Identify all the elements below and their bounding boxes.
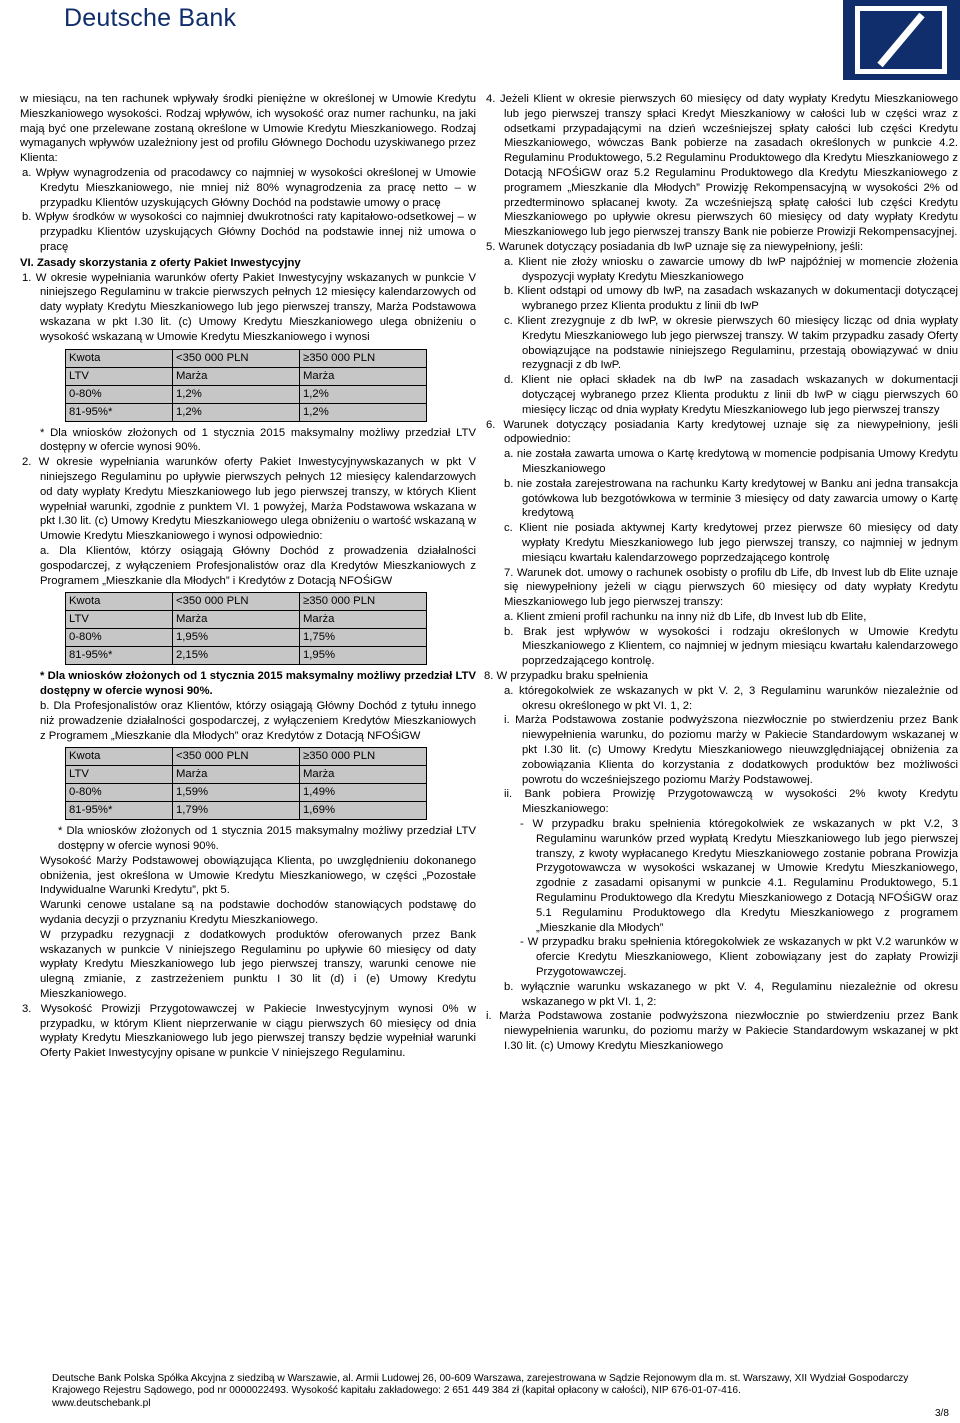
paragraph-vi-1: 1. W okresie wypełniania warunków oferty Pakiet Inwestycyjny wskazanych w punkcie V niniejszego Regulaminu w trakcie pierwszych pełnych 12 miesięcy kalendarzowych od daty wypłaty Kredytu Mieszkaniowego lub jego pierwszej transzy, Marża Podstawowa wskazana w pkt I.30 lit. (c) Umowy Kredytu Mieszkaniowego ulega obniżeniu o wysokość wskazaną w Umowie Kredytu Mieszkaniowego i wynosi: [22, 271, 476, 343]
page-number: 3/8: [935, 1408, 949, 1419]
paragraph-8b-i: i. Marża Podstawowa zostanie podwyższona niezwłocznie po stwierdzeniu przez Bank niewypełnienia warunku, do poziomu marży w Pakiecie Standardowym wskazanej w pkt I.30 lit. (c) Umowy Kredytu Mieszkaniowego: [486, 1010, 958, 1052]
footer-registry-info: Krajowego Rejestru Sądowego, pod nr 0000022493. Wysokość kapitału zakładowego: 2 651 449 384 zł (kapitał opłacony w całości), NIP 676-01-07-416.: [52, 1385, 741, 1397]
paragraph-6a: a. nie została zawarta umowa o Kartę kredytową w momencie podpisania Umowy Kredytu Mieszkaniowego: [504, 448, 958, 475]
paragraph-8a-ii: ii. Bank pobiera Prowizję Przygotowawczą w wysokości 2% kwoty Kredytu Mieszkaniowego:: [504, 788, 958, 816]
rate-table-2: [65, 592, 427, 665]
table-row: [66, 766, 427, 784]
logo-frame: [855, 6, 947, 74]
paragraph-margin-info: Wysokość Marży Podstawowej obowiązująca Klienta, po uwzględnieniu dokonanego obniżenia, jest określona w Umowie Kredytu Mieszkaniowego, w części „Pozostałe Indywidualne Warunki Kredytu”, pkt 5.: [40, 854, 476, 897]
table-cell: <350 000 PLN: [173, 349, 300, 367]
table-row: [66, 647, 427, 665]
table-row: [66, 748, 427, 766]
footer-website-link[interactable]: www.deutschebank.pl: [52, 1397, 151, 1409]
table-row: [66, 629, 427, 647]
rate-table-1: [65, 349, 427, 422]
table-row: [66, 593, 427, 611]
table-note-3: * Dla wniosków złożonych od 1 stycznia 2015 maksymalny możliwy przedział LTV dostępny w ofercie wynosi 90%.: [58, 825, 476, 853]
paragraph-price-conditions: Warunki cenowe ustalane są na podstawie dochodów stanowiących podstawę do wydania decyzji o przyznaniu Kredytu Mieszkaniowego.: [40, 899, 476, 927]
paragraph-7: 7. Warunek dot. umowy o rachunek osobisty o profilu db Life, db Invest lub db Elite uznaje się niewypełniony jeżeli w ciągu pierwszych 60 miesięcy od daty wypłaty Kredytu Mieszkaniowego lub jego pierwszej transzy:: [504, 566, 958, 609]
paragraph-8a: a. któregokolwiek ze wskazanych w pkt V. 2, 3 Regulaminu warunków niezależnie od okresu określonego w pkt VI. 1, 2:: [504, 684, 958, 712]
paragraph-6b: b. nie została zarejestrowana na rachunku Karty kredytowej w Banku ani jedna transakcja gotówkowa lub bezgotówkowa w terminie 3 miesięcy od daty zawarcia umowy o Kartę kredytową: [504, 477, 958, 520]
paragraph-5b: b. Klient odstąpi od umowy db IwP, na zasadach wskazanych w dokumentacji dotyczącej wybranego przez Klienta produktu z linii db IwP: [504, 285, 958, 313]
table-cell: <350 000 PLN: [173, 593, 300, 611]
paragraph-5a: a. Klient nie złoży wniosku o zawarcie umowy db IwP najpóźniej w momencie złożenia dyspozycji wypłaty Kredytu Mieszkaniowego: [504, 255, 958, 283]
paragraph-vi-2: 2. W okresie wypełniania warunków oferty Pakiet Inwestycyjnywskazanych w pkt V niniejszego Regulaminu po upływie pierwszych pełnych 12 miesięcy kalendarzowych od daty wypłaty Kredytu Mieszkaniowego lub jego pierwszej transzy, w których Klient wypełniał warunki, zgodnie z punktem VI. 1 powyżej, Marża Podstawowa wskazana w pkt I.30 lit. (c) Umowy Kredytu Mieszkaniowego ulega obniżeniu o wartość wskazaną w Umowie Kredytu Mieszkaniowego i wynosi odpowiednio:: [22, 456, 476, 543]
table-cell: ≥350 000 PLN: [300, 593, 427, 611]
paragraph-4: 4. Jeżeli Klient w okresie pierwszych 60 miesięcy od daty wypłaty Kredytu Mieszkaniowego lub jego pierwszej transzy spłaci Kredyt Mieszkaniowy w całości lub w części wraz z odsetkami przypadającymi na dzień wcześniejszej spłaty całości lub części Kredytu Mieszkaniowego, wówczas Bank pobierze na zasadach określonych w punkcie 4.2. Regulaminu Produktowego, 5.2 Regulaminu Produktowego dla Kredytu Mieszkaniowego z Dotacją NFOŚiGW oraz 5.2 Regulaminu Produktowego dla Kredytu Mieszkaniowego z programem „Mieszkanie dla Młodych” Prowizję Rekompensacyjną w wysokości 2% od przedterminowo spłacanej kwoty. Za wcześniejszą spłatę całości lub części Kredytu Mieszkaniowego po upływie okresu pierwszych 60 miesięcy od daty wypłaty Kredytu Mieszkaniowego lub jego pierwszej transzy Bank nie pobierze Prowizji Rekompensacyjnej.: [486, 93, 958, 239]
table-cell: Kwota: [66, 593, 173, 611]
logo-slash-icon: [860, 11, 942, 69]
page-header: [0, 0, 960, 82]
paragraph-b: b. Wpływ środków w wysokości co najmniej dwukrotności raty kapitałowo-odsetkowej – w przypadku Klientów uzyskujących Główny Dochód na podstawie innej niż umowa o pracę: [22, 211, 476, 253]
paragraph-8a-ii-dash-1: - W przypadku braku spełnienia któregokolwiek ze wskazanych w pkt V.2, 3 Regulaminu warunków przed wypłatą Kredytu Mieszkaniowego lub jego pierwszej transzy, z kwoty wypłacanego Kredytu Mieszkaniowego zostanie pobrana Prowizja Przygotowawcza w wysokości wskazanej w Umowie Kredytu Mieszkaniowego, zgodnie z zasadami opisanymi w punkcie 4.1. Regulaminu Produktowego, 5.1 Regulaminu Produktowego dla Kredytu Mieszkaniowego z Dotacją NFOŚiGW oraz 5.1 Regulaminu Produktowego dla Kredytu Mieszkaniowego z programem „Mieszkanie dla Młodych”: [520, 818, 958, 934]
table-row: [66, 802, 427, 820]
table-cell: LTV: [66, 367, 173, 385]
table-cell: 81-95%*: [66, 647, 173, 665]
table-cell: 1,2%: [173, 403, 300, 421]
table-cell: 1,2%: [300, 385, 427, 403]
left-column: [20, 92, 476, 1061]
footer-company-info: Deutsche Bank Polska Spółka Akcyjna z siedzibą w Warszawie, al. Armii Ludowej 26, 00-609 Warszawa, zarejestrowana w Sądzie Rejonowym dla m. st. Warszawy, XII Wydział Gospodarczy: [52, 1373, 909, 1384]
table-row: [66, 784, 427, 802]
table-cell: Marża: [300, 611, 427, 629]
table-cell: 0-80%: [66, 385, 173, 403]
table-cell: <350 000 PLN: [173, 748, 300, 766]
paragraph-5d: d. Klient nie opłaci składek na db IwP na zasadach wskazanych w dokumentacji dotyczącej wybranego przez Klienta produktu z linii db IwP w ciągu pierwszych 60 miesięcy licząc od dnia wypłaty Kredytu Mieszkaniowego lub jego pierwszej transzy: [504, 374, 958, 416]
table-cell: 1,2%: [300, 403, 427, 421]
table-cell: 0-80%: [66, 629, 173, 647]
paragraph-vi-2b: b. Dla Profesjonalistów oraz Klientów, którzy osiągają Główny Dochód z tytułu innego niż prowadzenie działalności gospodarczej, z wyłączeniem Kredytów Mieszkaniowych z Programem „Mieszkanie dla Młodych” oraz Kredytów z Dotacją NFOŚiGW: [40, 699, 476, 742]
section-vi-heading: VI. Zasady skorzystania z oferty Pakiet Inwestycyjny: [20, 256, 301, 269]
right-column: [484, 92, 958, 1054]
paragraph-5c: c. Klient zrezygnuje z db IwP, w okresie pierwszych 60 miesięcy licząc od dnia wypłaty Kredytu Mieszkaniowego lub jego pierwszej transzy. W takim przypadku zasady Oferty obowiązujące na podstawie niniejszego Regulaminu, przestają obowiązywać w dniu rezygnacji z db IwP.: [504, 314, 958, 372]
table-cell: 1,59%: [173, 784, 300, 802]
paragraph-8b: b. wyłącznie warunku wskazanego w pkt V. 4, Regulaminu niezależnie od okresu wskazanego w pkt VI. 1, 2:: [504, 980, 958, 1008]
table-cell: Marża: [173, 367, 300, 385]
table-cell: 1,95%: [300, 647, 427, 665]
table-cell: LTV: [66, 766, 173, 784]
paragraph-resignation: W przypadku rezygnacji z dodatkowych produktów oferowanych przez Bank wskazanych w punkcie V niniejszego Regulaminu po upływie 60 miesięcy od daty wypłaty Kredytu Mieszkaniowego lub jego pierwszej transzy, warunki cenowe nie ulegną zmianie, z zastrzeżeniem punktu I 30 lit (d) i (e) Umowy Kredytu Mieszkaniowego.: [40, 928, 476, 1001]
paragraph-5: 5. Warunek dotyczący posiadania db IwP uznaje się za niewypełniony, jeśli:: [486, 240, 864, 253]
paragraph-income-intro: w miesiącu, na ten rachunek wpływały środki pieniężne w określonej w Umowie Kredytu Mieszkaniowego wysokości. Rodzaj wpływów, ich wysokość oraz numer rachunku, na jaki mają być one przelewane zostaną określone w Umowie Kredytu Mieszkaniowego. Rodzaj wymaganych wpływów uzależniony jest od profilu Głównego Dochodu uzyskiwanego przez Klienta:: [20, 93, 476, 165]
table-cell: 0-80%: [66, 784, 173, 802]
table-cell: Kwota: [66, 748, 173, 766]
table-cell: 2,15%: [173, 647, 300, 665]
table-note-1: * Dla wniosków złożonych od 1 stycznia 2015 maksymalny możliwy przedział LTV dostępny w ofercie wynosi 90%.: [40, 426, 476, 454]
paragraph-6: 6. Warunek dotyczący posiadania Karty kredytowej uznaje się za niewypełniony, jeśli odpowiednio:: [486, 418, 958, 446]
table-cell: ≥350 000 PLN: [300, 349, 427, 367]
brand-name: Deutsche Bank: [64, 4, 237, 32]
table-row: [66, 349, 427, 367]
paragraph-a: a. Wpływ wynagrodzenia od pracodawcy co najmniej w wysokości określonej w Umowie Kredytu Mieszkaniowego, nie mniej niż 80% wynagrodzenia za pracę netto – w przypadku Klientów uzyskujących Główny Dochód na podstawie umowy o pracę: [22, 166, 476, 209]
table-note-2: * Dla wniosków złożonych od 1 stycznia 2015 maksymalny możliwy przedział LTV dostępny w ofercie wynosi 90%.: [40, 670, 476, 698]
table-cell: 1,79%: [173, 802, 300, 820]
table-cell: ≥350 000 PLN: [300, 748, 427, 766]
table-row: [66, 403, 427, 421]
paragraph-8a-ii-dash-2: - W przypadku braku spełnienia któregokolwiek ze wskazanych w pkt V.2 warunków w ofercie Kredytu Mieszkaniowego, Klient zobowiązany jest do zapłaty Prowizji Przygotowawczej.: [520, 936, 958, 979]
table-cell: Marża: [300, 367, 427, 385]
paragraph-6c: c. Klient nie posiada aktywnej Karty kredytowej przez pierwsze 60 miesięcy od daty wypłaty Kredytu Mieszkaniowego lub jego pierwszej transzy, co najmniej w jednym miesiącu kwartału kalendarzowego poprzedzającego kontrolę: [504, 522, 958, 564]
table-cell: Kwota: [66, 349, 173, 367]
table-row: [66, 611, 427, 629]
paragraph-vi-3: 3. Wysokość Prowizji Przygotowawczej w Pakiecie Inwestycyjnym wynosi 0% w przypadku, w którym Klient nieprzerwanie w ciągu pierwszych 60 miesięcy od dnia wypłaty Kredytu Mieszkaniowego lub jego pierwszej transzy będzie wypełniał warunki Oferty Pakiet Inwestycyjny opisane w punkcie V niniejszego Regulaminu.: [22, 1002, 476, 1060]
deutsche-bank-logo-icon: [843, 0, 960, 80]
paragraph-7b: b. Brak jest wpływów w wysokości i rodzaju określonych w Umowie Kredytu Mieszkaniowego z Klientem, co najmniej w jednym miesiącu kwartału kalendarzowego poprzedzającego kontrolę.: [504, 625, 958, 668]
table-row: [66, 385, 427, 403]
table-cell: 1,69%: [300, 802, 427, 820]
paragraph-8: 8. W przypadku braku spełnienia: [484, 670, 648, 683]
paragraph-8a-i: i. Marża Podstawowa zostanie podwyższona niezwłocznie po stwierdzeniu przez Bank niewypełnienia warunku, do poziomu marży w Pakiecie Standardowym wskazanej w pkt I.30 lit. (c) Umowy Kredytu Mieszkaniowego nieuwzględniającej obniżenia za zobowiązania Klienta do korzystania z dodatkowych produktów bez możliwości powrotu do wcześniejszego poziomu Marży Podstawowej.: [504, 714, 958, 786]
table-cell: 81-95%*: [66, 403, 173, 421]
table-cell: 1,2%: [173, 385, 300, 403]
paragraph-7a: a. Klient zmieni profil rachunku na inny niż db Life, db Invest lub db Elite,: [504, 610, 867, 623]
table-cell: 1,75%: [300, 629, 427, 647]
paragraph-vi-2a: a. Dla Klientów, którzy osiągają Główny Dochód z prowadzenia działalności gospodarczej, z wyłączeniem Profesjonalistów oraz dla Kredytów Mieszkaniowych z Programem „Mieszkanie dla Młodych” i Kredytów z Dotacją NFOŚiGW: [40, 544, 476, 587]
table-row: [66, 367, 427, 385]
table-cell: Marża: [173, 611, 300, 629]
table-cell: 1,49%: [300, 784, 427, 802]
table-cell: Marża: [173, 766, 300, 784]
rate-table-3: [65, 747, 427, 820]
table-cell: 1,95%: [173, 629, 300, 647]
table-cell: LTV: [66, 611, 173, 629]
table-cell: Marża: [300, 766, 427, 784]
page-footer: [52, 1373, 912, 1410]
table-cell: 81-95%*: [66, 802, 173, 820]
